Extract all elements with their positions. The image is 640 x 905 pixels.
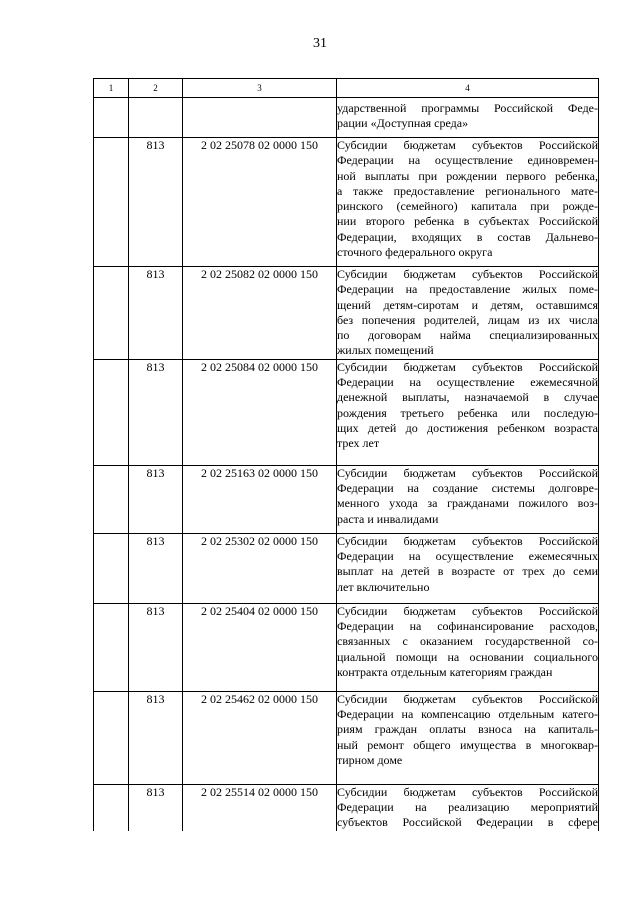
table-row	[94, 359, 599, 465]
description-line: субъектов Российской Федерации в сфере	[337, 815, 598, 830]
description-line: ударственной программы Российской Феде-	[337, 101, 598, 115]
description-line: Федерации на осуществление ежемесячной	[337, 375, 598, 390]
table-row	[94, 533, 599, 603]
description-line: Субсидии бюджетам субъектов Российской	[337, 465, 598, 480]
description-line: ный ремонт общего имущества в многоквар-	[337, 737, 598, 752]
description-cell	[337, 533, 599, 603]
table-row	[94, 267, 599, 360]
description-line: Федерации на осуществление единовремен-	[337, 153, 598, 168]
budget-code-cell: 2 02 25462 02 0000 150	[183, 691, 337, 784]
column-header-4: 4	[337, 79, 599, 98]
description-line: риям граждан оплаты взноса на капиталь-	[337, 722, 598, 737]
description-cell	[337, 784, 599, 830]
admin-code-cell: 813	[129, 533, 183, 603]
description-line: по договорам найма специализированных	[337, 328, 598, 343]
column-header-1: 1	[94, 79, 129, 98]
admin-code-cell	[129, 98, 183, 138]
description-line: ной выплаты при рождении первого ребенка,	[337, 168, 598, 183]
description-line: нии второго ребенка в субъектах Российской	[337, 214, 598, 229]
description-cell	[337, 138, 599, 267]
description-line: раста и инвалидами	[337, 511, 439, 526]
description-line: трех лет	[337, 436, 380, 451]
budget-code-cell: 2 02 25163 02 0000 150	[183, 465, 337, 533]
budget-code-cell: 2 02 25404 02 0000 150	[183, 603, 337, 691]
table-header-row	[94, 79, 599, 98]
cell-col-1	[94, 98, 129, 138]
description-line: Федерации на создание системы долговре-	[337, 481, 598, 496]
admin-code-cell: 813	[129, 359, 183, 465]
cell-col-1	[94, 138, 129, 267]
description-line: Субсидии бюджетам субъектов Российской	[337, 691, 598, 706]
table-row	[94, 691, 599, 784]
description-line: Субсидии бюджетам субъектов Российской	[337, 784, 598, 799]
description-line: Федерации на софинансирование расходов,	[337, 619, 598, 634]
cell-col-1	[94, 691, 129, 784]
budget-classification-table	[93, 78, 599, 831]
description-line: Федерации на предоставление жилых поме-	[337, 282, 598, 297]
description-line: сточного федерального округа	[337, 245, 493, 260]
description-line: циальной помощи на основании социального	[337, 649, 598, 664]
cell-col-1	[94, 533, 129, 603]
description-line: Субсидии бюджетам субъектов Российской	[337, 533, 598, 548]
description-cell	[337, 465, 599, 533]
description-line: менного ухода за гражданами пожилого воз-	[337, 496, 598, 511]
description-line: Субсидии бюджетам субъектов Российской	[337, 603, 598, 618]
budget-code-cell: 2 02 25302 02 0000 150	[183, 533, 337, 603]
admin-code-cell: 813	[129, 267, 183, 360]
cell-col-1	[94, 784, 129, 830]
description-line: без попечения родителей, лицам из их числа	[337, 312, 598, 327]
cell-col-1	[94, 359, 129, 465]
description-line: щих детей до достижения ребенком возраста	[337, 420, 598, 435]
description-line: Федерации на компенсацию отдельным катего-	[337, 707, 598, 722]
description-line: Субсидии бюджетам субъектов Российской	[337, 359, 598, 374]
table-body	[94, 98, 599, 831]
budget-code-cell: 2 02 25084 02 0000 150	[183, 359, 337, 465]
description-line: рождения третьего ребенка или последую-	[337, 405, 598, 420]
description-line: жилых помещений	[337, 343, 434, 358]
admin-code-cell: 813	[129, 691, 183, 784]
description-line: денежной выплаты, назначаемой в случае	[337, 390, 598, 405]
cell-col-1	[94, 465, 129, 533]
admin-code-cell: 813	[129, 465, 183, 533]
description-line: тирном доме	[337, 752, 403, 767]
page-number: 31	[313, 36, 327, 51]
column-header-2: 2	[129, 79, 183, 98]
table-row	[94, 603, 599, 691]
description-cell	[337, 267, 599, 360]
table-row	[94, 784, 599, 830]
description-line: Федерации на осуществление ежемесячных	[337, 549, 598, 564]
admin-code-cell: 813	[129, 138, 183, 267]
description-line: Федерации на реализацию мероприятий	[337, 800, 598, 815]
description-cell	[337, 603, 599, 691]
admin-code-cell: 813	[129, 603, 183, 691]
table-row	[94, 465, 599, 533]
description-line: Федерации, входящих в состав Дальнево-	[337, 229, 598, 244]
description-line: ринского (семейного) капитала при рожде-	[337, 199, 598, 214]
description-line: выплат на детей в возрасте от трех до семи	[337, 564, 598, 579]
description-line: рации «Доступная среда»	[337, 116, 469, 131]
budget-code-cell: 2 02 25082 02 0000 150	[183, 267, 337, 360]
budget-code-cell	[183, 98, 337, 138]
description-line: Субсидии бюджетам субъектов Российской	[337, 267, 598, 281]
description-line: лет включительно	[337, 579, 430, 594]
description-cell	[337, 691, 599, 784]
description-line: контракта отдельным категориям граждан	[337, 664, 553, 679]
table-row	[94, 98, 599, 138]
budget-code-cell: 2 02 25078 02 0000 150	[183, 138, 337, 267]
description-cell	[337, 98, 599, 138]
description-line: а также предоставление регионального мате-	[337, 183, 598, 198]
budget-code-cell: 2 02 25514 02 0000 150	[183, 784, 337, 830]
table-row	[94, 138, 599, 267]
cell-col-1	[94, 267, 129, 360]
admin-code-cell: 813	[129, 784, 183, 830]
description-cell	[337, 359, 599, 465]
cell-col-1	[94, 603, 129, 691]
description-line: Субсидии бюджетам субъектов Российской	[337, 138, 598, 152]
column-header-3: 3	[183, 79, 337, 98]
description-line: щений детям-сиротам и детям, оставшимся	[337, 297, 598, 312]
description-line: связанных с оказанием государственной со-	[337, 634, 598, 649]
